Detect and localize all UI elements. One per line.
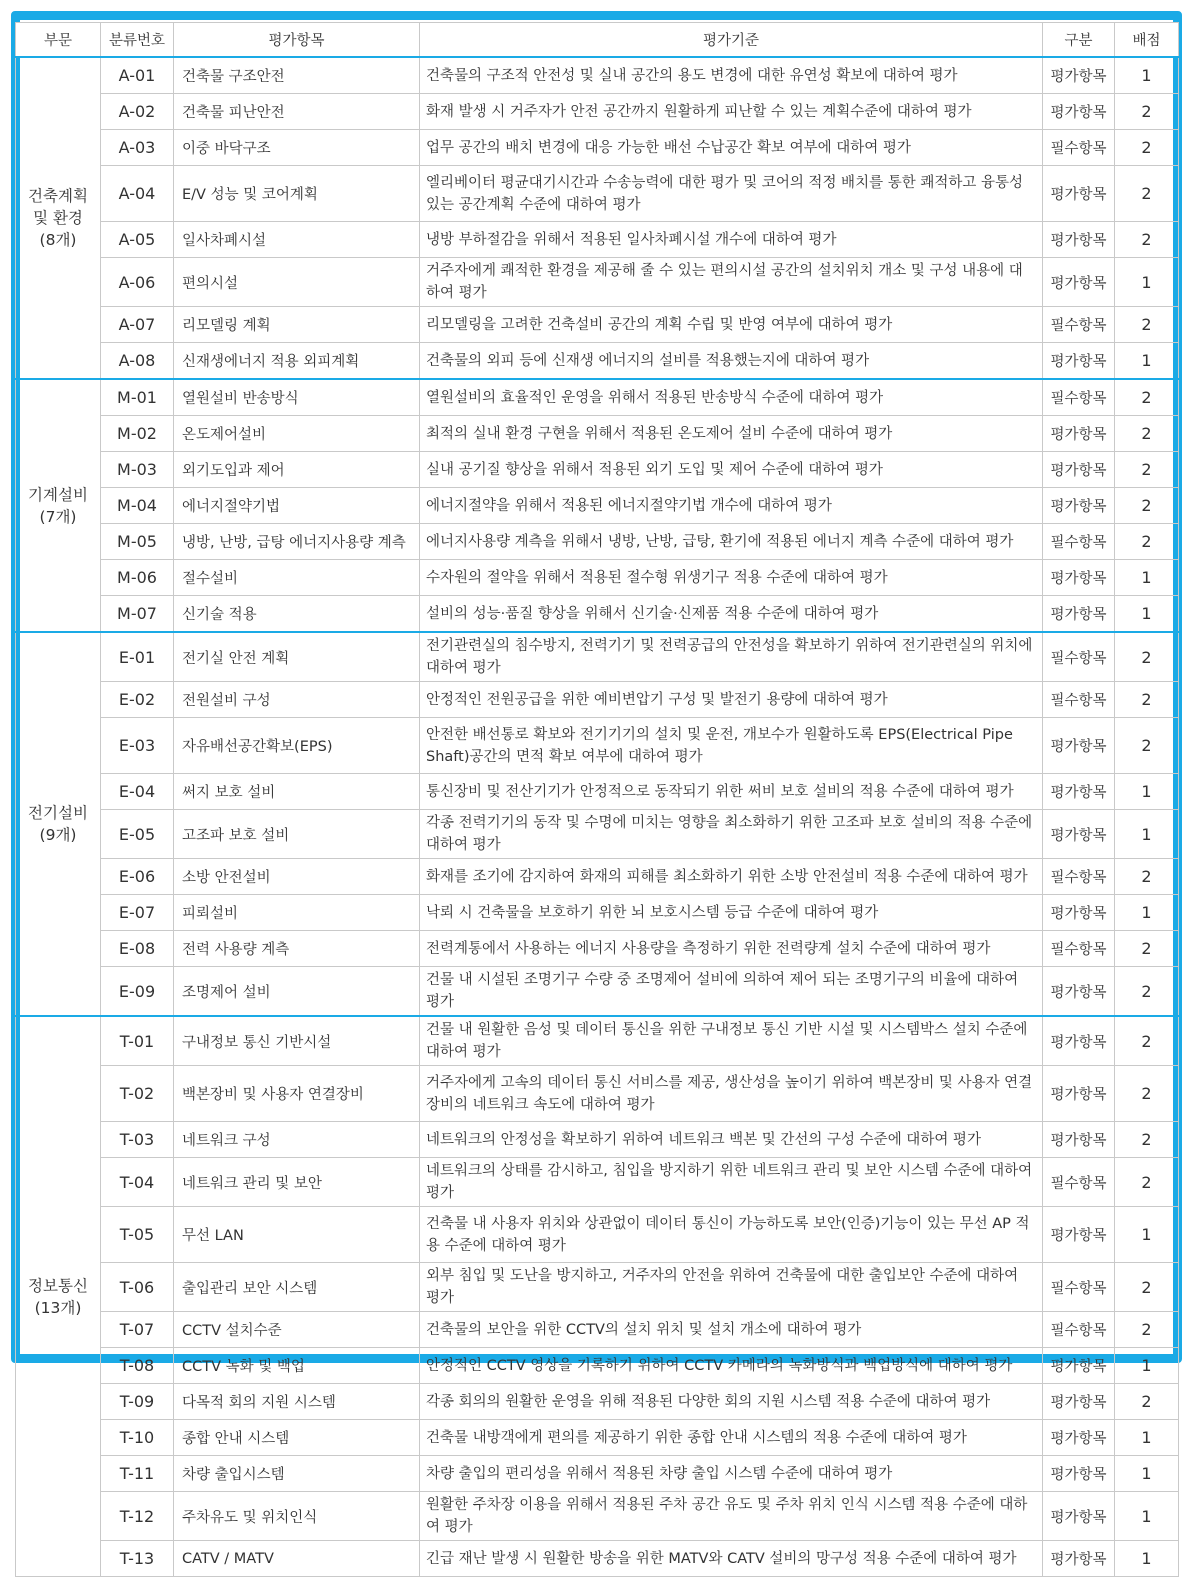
- criteria-cell: 안전한 배선통로 확보와 전기기기의 설치 및 운전, 개보수가 원활하도록 EPS(Electrical Pipe Shaft)공간의 면적 확보 여부에 대하여 평가: [420, 718, 1043, 774]
- type-cell: 평가항목: [1043, 258, 1115, 307]
- code-cell: E-02: [101, 682, 174, 718]
- type-cell: 평가항목: [1043, 1420, 1115, 1456]
- item-cell: 전기실 안전 계획: [174, 632, 420, 682]
- type-cell: 필수항목: [1043, 632, 1115, 682]
- code-cell: A-06: [101, 258, 174, 307]
- item-cell: 고조파 보호 설비: [174, 810, 420, 859]
- table-row: [16, 307, 1179, 343]
- item-cell: 소방 안전설비: [174, 859, 420, 895]
- section-title-line: 전기설비: [28, 804, 88, 822]
- code-cell: T-13: [101, 1541, 174, 1577]
- item-cell: 열원설비 반송방식: [174, 379, 420, 416]
- code-cell: T-10: [101, 1420, 174, 1456]
- code-cell: T-03: [101, 1122, 174, 1158]
- type-cell: 평가항목: [1043, 452, 1115, 488]
- type-cell: 평가항목: [1043, 718, 1115, 774]
- code-cell: M-04: [101, 488, 174, 524]
- code-cell: T-07: [101, 1312, 174, 1348]
- criteria-cell: 거주자에게 쾌적한 환경을 제공해 줄 수 있는 편의시설 공간의 설치위치 개소 및 구성 내용에 대하여 평가: [420, 258, 1043, 307]
- table-row: [16, 130, 1179, 166]
- item-cell: 전원설비 구성: [174, 682, 420, 718]
- score-cell: 2: [1115, 1158, 1179, 1207]
- item-cell: 이중 바닥구조: [174, 130, 420, 166]
- type-cell: 평가항목: [1043, 895, 1115, 931]
- criteria-cell: 건축물의 외피 등에 신재생 에너지의 설비를 적용했는지에 대하여 평가: [420, 343, 1043, 380]
- table-row: [16, 452, 1179, 488]
- score-cell: 2: [1115, 452, 1179, 488]
- section-title-line: (9개): [39, 826, 77, 844]
- score-cell: 1: [1115, 343, 1179, 380]
- criteria-cell: 건축물의 구조적 안전성 및 실내 공간의 용도 변경에 대한 유연성 확보에 대하여 평가: [420, 57, 1043, 94]
- score-cell: 1: [1115, 57, 1179, 94]
- score-cell: 1: [1115, 1207, 1179, 1263]
- item-cell: 일사차폐시설: [174, 222, 420, 258]
- table-row: [16, 258, 1179, 307]
- criteria-cell: 업무 공간의 배치 변경에 대응 가능한 배선 수납공간 확보 여부에 대하여 평가: [420, 130, 1043, 166]
- table-row: [16, 416, 1179, 452]
- code-cell: A-07: [101, 307, 174, 343]
- table-row: [16, 1207, 1179, 1263]
- code-cell: E-07: [101, 895, 174, 931]
- item-cell: 주차유도 및 위치인식: [174, 1492, 420, 1541]
- table-frame: [11, 11, 1182, 1568]
- table-row: [16, 1158, 1179, 1207]
- type-cell: 평가항목: [1043, 1384, 1115, 1420]
- criteria-cell: 설비의 성능·품질 향상을 위해서 신기술·신제품 적용 수준에 대하여 평가: [420, 596, 1043, 633]
- score-cell: 2: [1115, 166, 1179, 222]
- table-row: [16, 560, 1179, 596]
- section-title: [16, 632, 101, 1016]
- item-cell: 백본장비 및 사용자 연결장비: [174, 1066, 420, 1122]
- code-cell: T-01: [101, 1016, 174, 1066]
- code-cell: T-11: [101, 1456, 174, 1492]
- criteria-cell: 각종 회의의 원활한 운영을 위해 적용된 다양한 회의 지원 시스템 적용 수준에 대하여 평가: [420, 1384, 1043, 1420]
- table-row: [16, 379, 1179, 416]
- criteria-cell: 수자원의 절약을 위해서 적용된 절수형 위생기구 적용 수준에 대하여 평가: [420, 560, 1043, 596]
- code-cell: E-03: [101, 718, 174, 774]
- item-cell: 신재생에너지 적용 외피계획: [174, 343, 420, 380]
- item-cell: 구내정보 통신 기반시설: [174, 1016, 420, 1066]
- item-cell: 리모델링 계획: [174, 307, 420, 343]
- criteria-cell: 거주자에게 고속의 데이터 통신 서비스를 제공, 생산성을 높이기 위하여 백본장비 및 사용자 연결 장비의 네트워크 속도에 대하여 평가: [420, 1066, 1043, 1122]
- code-cell: T-06: [101, 1263, 174, 1312]
- table-row: [16, 1016, 1179, 1066]
- type-cell: 필수항목: [1043, 130, 1115, 166]
- table-row: [16, 632, 1179, 682]
- criteria-cell: 원활한 주차장 이용을 위해서 적용된 주차 공간 유도 및 주차 위치 인식 시스템 적용 수준에 대하여 평가: [420, 1492, 1043, 1541]
- criteria-cell: 네트워크의 상태를 감시하고, 침입을 방지하기 위한 네트워크 관리 및 보안 시스템 수준에 대하여 평가: [420, 1158, 1043, 1207]
- type-cell: 평가항목: [1043, 57, 1115, 94]
- score-cell: 1: [1115, 774, 1179, 810]
- evaluation-table: [15, 22, 1179, 1577]
- table-row: [16, 1492, 1179, 1541]
- code-cell: A-08: [101, 343, 174, 380]
- score-cell: 2: [1115, 1016, 1179, 1066]
- score-cell: 1: [1115, 258, 1179, 307]
- header-type: 구분: [1043, 23, 1115, 58]
- code-cell: A-05: [101, 222, 174, 258]
- item-cell: 편의시설: [174, 258, 420, 307]
- criteria-cell: 건물 내 원활한 음성 및 데이터 통신을 위한 구내정보 통신 기반 시설 및 시스템박스 설치 수준에 대하여 평가: [420, 1016, 1043, 1066]
- code-cell: M-07: [101, 596, 174, 633]
- item-cell: 출입관리 보안 시스템: [174, 1263, 420, 1312]
- code-cell: E-04: [101, 774, 174, 810]
- score-cell: 2: [1115, 1312, 1179, 1348]
- table-row: [16, 524, 1179, 560]
- type-cell: 평가항목: [1043, 1066, 1115, 1122]
- type-cell: 필수항목: [1043, 1158, 1115, 1207]
- score-cell: 2: [1115, 682, 1179, 718]
- item-cell: 건축물 구조안전: [174, 57, 420, 94]
- item-cell: 종합 안내 시스템: [174, 1420, 420, 1456]
- score-cell: 1: [1115, 596, 1179, 633]
- criteria-cell: 낙뢰 시 건축물을 보호하기 위한 뇌 보호시스템 등급 수준에 대하여 평가: [420, 895, 1043, 931]
- table-row: [16, 931, 1179, 967]
- criteria-cell: 전력계통에서 사용하는 에너지 사용량을 측정하기 위한 전력량계 설치 수준에 대하여 평가: [420, 931, 1043, 967]
- table-row: [16, 682, 1179, 718]
- table-row: [16, 596, 1179, 633]
- type-cell: 필수항목: [1043, 1263, 1115, 1312]
- header-category: 부문: [16, 23, 101, 58]
- criteria-cell: 최적의 실내 환경 구현을 위해서 적용된 온도제어 설비 수준에 대하여 평가: [420, 416, 1043, 452]
- type-cell: 필수항목: [1043, 931, 1115, 967]
- score-cell: 2: [1115, 379, 1179, 416]
- type-cell: 평가항목: [1043, 774, 1115, 810]
- score-cell: 2: [1115, 1384, 1179, 1420]
- code-cell: E-05: [101, 810, 174, 859]
- header-row: [16, 23, 1179, 58]
- type-cell: 평가항목: [1043, 967, 1115, 1017]
- type-cell: 필수항목: [1043, 307, 1115, 343]
- header-code: 분류번호: [101, 23, 174, 58]
- item-cell: 절수설비: [174, 560, 420, 596]
- item-cell: 피뢰설비: [174, 895, 420, 931]
- type-cell: 평가항목: [1043, 1016, 1115, 1066]
- type-cell: 평가항목: [1043, 810, 1115, 859]
- criteria-cell: 냉방 부하절감을 위해서 적용된 일사차폐시설 개수에 대하여 평가: [420, 222, 1043, 258]
- type-cell: 평가항목: [1043, 222, 1115, 258]
- item-cell: 무선 LAN: [174, 1207, 420, 1263]
- criteria-cell: 열원설비의 효율적인 운영을 위해서 적용된 반송방식 수준에 대하여 평가: [420, 379, 1043, 416]
- code-cell: M-02: [101, 416, 174, 452]
- table-row: [16, 94, 1179, 130]
- code-cell: T-02: [101, 1066, 174, 1122]
- code-cell: T-08: [101, 1348, 174, 1384]
- criteria-cell: 차량 출입의 편리성을 위해서 적용된 차량 출입 시스템 수준에 대하여 평가: [420, 1456, 1043, 1492]
- score-cell: 1: [1115, 1456, 1179, 1492]
- table-row: [16, 1456, 1179, 1492]
- table-row: [16, 166, 1179, 222]
- type-cell: 평가항목: [1043, 596, 1115, 633]
- code-cell: A-04: [101, 166, 174, 222]
- section-title-line: 정보통신: [28, 1276, 88, 1295]
- criteria-cell: 실내 공기질 향상을 위해서 적용된 외기 도입 및 제어 수준에 대하여 평가: [420, 452, 1043, 488]
- table-row: [16, 1122, 1179, 1158]
- item-cell: 신기술 적용: [174, 596, 420, 633]
- criteria-cell: 안정적인 전원공급을 위한 예비변압기 구성 및 발전기 용량에 대하여 평가: [420, 682, 1043, 718]
- table-row: [16, 1312, 1179, 1348]
- score-cell: 1: [1115, 810, 1179, 859]
- score-cell: 2: [1115, 931, 1179, 967]
- criteria-cell: 에너지절약을 위해서 적용된 에너지절약기법 개수에 대하여 평가: [420, 488, 1043, 524]
- section-title: [16, 57, 101, 379]
- code-cell: A-03: [101, 130, 174, 166]
- criteria-cell: 안정적인 CCTV 영상을 기록하기 위하여 CCTV 카메라의 녹화방식과 백업방식에 대하여 평가: [420, 1348, 1043, 1384]
- criteria-cell: 건축물의 보안을 위한 CCTV의 설치 위치 및 설치 개소에 대하여 평가: [420, 1312, 1043, 1348]
- section-title-line: 기계설비: [28, 485, 88, 504]
- score-cell: 2: [1115, 1066, 1179, 1122]
- score-cell: 1: [1115, 1492, 1179, 1541]
- criteria-cell: 건축물 내 사용자 위치와 상관없이 데이터 통신이 가능하도록 보안(인증)기능이 있는 무선 AP 적용 수준에 대하여 평가: [420, 1207, 1043, 1263]
- type-cell: 평가항목: [1043, 1456, 1115, 1492]
- type-cell: 평가항목: [1043, 343, 1115, 380]
- type-cell: 평가항목: [1043, 1541, 1115, 1577]
- item-cell: 네트워크 관리 및 보안: [174, 1158, 420, 1207]
- table-row: [16, 1420, 1179, 1456]
- item-cell: 조명제어 설비: [174, 967, 420, 1017]
- score-cell: 1: [1115, 560, 1179, 596]
- section-title: [16, 379, 101, 632]
- code-cell: M-03: [101, 452, 174, 488]
- table-row: [16, 810, 1179, 859]
- section-title-line: (7개): [39, 507, 77, 526]
- type-cell: 평가항목: [1043, 560, 1115, 596]
- score-cell: 1: [1115, 1541, 1179, 1577]
- score-cell: 2: [1115, 222, 1179, 258]
- score-cell: 1: [1115, 895, 1179, 931]
- type-cell: 평가항목: [1043, 1122, 1115, 1158]
- section-title-line: (13개): [34, 1298, 82, 1317]
- code-cell: T-04: [101, 1158, 174, 1207]
- table-row: [16, 895, 1179, 931]
- header-score: 배점: [1115, 23, 1179, 58]
- item-cell: 차량 출입시스템: [174, 1456, 420, 1492]
- item-cell: 써지 보호 설비: [174, 774, 420, 810]
- table-row: [16, 1541, 1179, 1577]
- table-row: [16, 57, 1179, 94]
- score-cell: 2: [1115, 1263, 1179, 1312]
- type-cell: 필수항목: [1043, 682, 1115, 718]
- score-cell: 2: [1115, 1122, 1179, 1158]
- criteria-cell: 화재를 조기에 감지하여 화재의 피해를 최소화하기 위한 소방 안전설비 적용 수준에 대하여 평가: [420, 859, 1043, 895]
- item-cell: 냉방, 난방, 급탕 에너지사용량 계측: [174, 524, 420, 560]
- criteria-cell: 각종 전력기기의 동작 및 수명에 미치는 영향을 최소화하기 위한 고조파 보호 설비의 적용 수준에 대하여 평가: [420, 810, 1043, 859]
- section-title-line: 및 환경: [33, 209, 83, 227]
- criteria-cell: 건축물 내방객에게 편의를 제공하기 위한 종합 안내 시스템의 적용 수준에 대하여 평가: [420, 1420, 1043, 1456]
- table-row: [16, 343, 1179, 380]
- code-cell: T-12: [101, 1492, 174, 1541]
- table-row: [16, 774, 1179, 810]
- table-row: [16, 1384, 1179, 1420]
- section-title-line: (8개): [39, 231, 77, 249]
- criteria-cell: 네트워크의 안정성을 확보하기 위하여 네트워크 백본 및 간선의 구성 수준에 대하여 평가: [420, 1122, 1043, 1158]
- criteria-cell: 엘리베이터 평균대기시간과 수송능력에 대한 평가 및 코어의 적정 배치를 통한 쾌적하고 융통성 있는 공간계획 수준에 대하여 평가: [420, 166, 1043, 222]
- code-cell: E-01: [101, 632, 174, 682]
- type-cell: 평가항목: [1043, 1348, 1115, 1384]
- type-cell: 필수항목: [1043, 859, 1115, 895]
- item-cell: 외기도입과 제어: [174, 452, 420, 488]
- type-cell: 평가항목: [1043, 416, 1115, 452]
- header-criteria: 평가기준: [420, 23, 1043, 58]
- item-cell: CCTV 설치수준: [174, 1312, 420, 1348]
- item-cell: 에너지절약기법: [174, 488, 420, 524]
- code-cell: E-08: [101, 931, 174, 967]
- code-cell: T-05: [101, 1207, 174, 1263]
- type-cell: 필수항목: [1043, 524, 1115, 560]
- section-title: [16, 1016, 101, 1577]
- item-cell: CATV / MATV: [174, 1541, 420, 1577]
- criteria-cell: 에너지사용량 계측을 위해서 냉방, 난방, 급탕, 환기에 적용된 에너지 계측 수준에 대하여 평가: [420, 524, 1043, 560]
- type-cell: 평가항목: [1043, 1492, 1115, 1541]
- type-cell: 평가항목: [1043, 488, 1115, 524]
- table-row: [16, 1348, 1179, 1384]
- item-cell: E/V 성능 및 코어계획: [174, 166, 420, 222]
- code-cell: E-06: [101, 859, 174, 895]
- type-cell: 평가항목: [1043, 94, 1115, 130]
- score-cell: 2: [1115, 488, 1179, 524]
- code-cell: T-09: [101, 1384, 174, 1420]
- score-cell: 2: [1115, 130, 1179, 166]
- criteria-cell: 긴급 재난 발생 시 원활한 방송을 위한 MATV와 CATV 설비의 망구성 적용 수준에 대하여 평가: [420, 1541, 1043, 1577]
- score-cell: 2: [1115, 632, 1179, 682]
- criteria-cell: 통신장비 및 전산기기가 안정적으로 동작되기 위한 써비 보호 설비의 적용 수준에 대하여 평가: [420, 774, 1043, 810]
- table-row: [16, 1066, 1179, 1122]
- code-cell: M-01: [101, 379, 174, 416]
- table-row: [16, 1263, 1179, 1312]
- criteria-cell: 외부 침입 및 도난을 방지하고, 거주자의 안전을 위하여 건축물에 대한 출입보안 수준에 대하여 평가: [420, 1263, 1043, 1312]
- score-cell: 1: [1115, 1420, 1179, 1456]
- table-row: [16, 859, 1179, 895]
- criteria-cell: 전기관련실의 침수방지, 전력기기 및 전력공급의 안전성을 확보하기 위하여 전기관련실의 위치에 대하여 평가: [420, 632, 1043, 682]
- criteria-cell: 건물 내 시설된 조명기구 수량 중 조명제어 설비에 의하여 제어 되는 조명기구의 비율에 대하여 평가: [420, 967, 1043, 1017]
- type-cell: 필수항목: [1043, 1312, 1115, 1348]
- item-cell: 건축물 피난안전: [174, 94, 420, 130]
- header-item: 평가항목: [174, 23, 420, 58]
- code-cell: M-05: [101, 524, 174, 560]
- score-cell: 2: [1115, 859, 1179, 895]
- score-cell: 1: [1115, 1348, 1179, 1384]
- type-cell: 평가항목: [1043, 166, 1115, 222]
- type-cell: 평가항목: [1043, 1207, 1115, 1263]
- criteria-cell: 리모델링을 고려한 건축설비 공간의 계획 수립 및 반영 여부에 대하여 평가: [420, 307, 1043, 343]
- code-cell: A-01: [101, 57, 174, 94]
- code-cell: M-06: [101, 560, 174, 596]
- type-cell: 필수항목: [1043, 379, 1115, 416]
- item-cell: 자유배선공간확보(EPS): [174, 718, 420, 774]
- table-body: [16, 57, 1179, 1577]
- table-row: [16, 967, 1179, 1017]
- score-cell: 2: [1115, 307, 1179, 343]
- table-row: [16, 222, 1179, 258]
- item-cell: 전력 사용량 계측: [174, 931, 420, 967]
- score-cell: 2: [1115, 416, 1179, 452]
- code-cell: A-02: [101, 94, 174, 130]
- item-cell: 온도제어설비: [174, 416, 420, 452]
- score-cell: 2: [1115, 967, 1179, 1017]
- table-row: [16, 488, 1179, 524]
- score-cell: 2: [1115, 524, 1179, 560]
- code-cell: E-09: [101, 967, 174, 1017]
- score-cell: 2: [1115, 718, 1179, 774]
- item-cell: 다목적 회의 지원 시스템: [174, 1384, 420, 1420]
- section-title-line: 건축계획: [28, 187, 88, 205]
- score-cell: 2: [1115, 94, 1179, 130]
- item-cell: CCTV 녹화 및 백업: [174, 1348, 420, 1384]
- criteria-cell: 화재 발생 시 거주자가 안전 공간까지 원활하게 피난할 수 있는 계획수준에 대하여 평가: [420, 94, 1043, 130]
- item-cell: 네트워크 구성: [174, 1122, 420, 1158]
- table-row: [16, 718, 1179, 774]
